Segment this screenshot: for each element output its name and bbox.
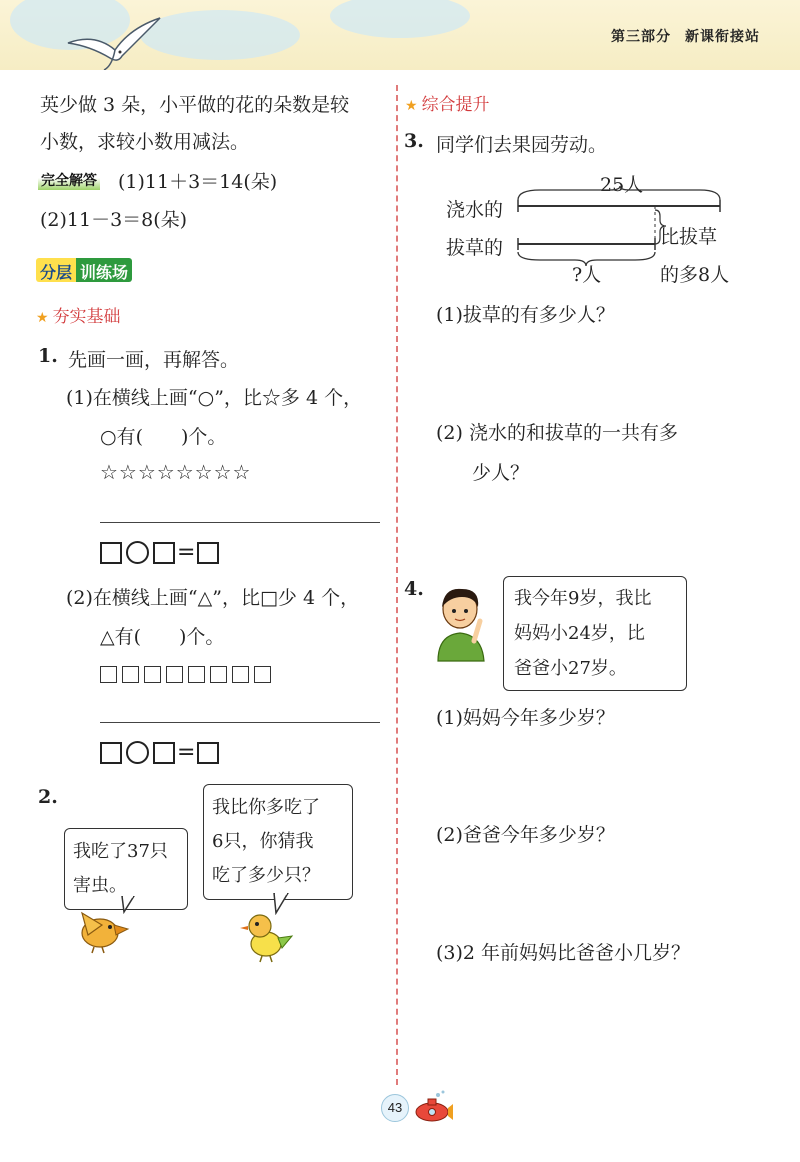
intro-line-2: 小数，求较小数用减法。 — [40, 131, 250, 153]
square-item — [254, 666, 271, 683]
blank-box — [197, 742, 219, 764]
page-number: 43 — [381, 1094, 409, 1122]
tier-banner — [36, 258, 132, 282]
square-item — [144, 666, 161, 683]
q1-part2-line1: (2)在横线上画“△”，比□少 4 个， — [66, 587, 360, 609]
q3-part2-line2: 少人？ — [472, 462, 530, 484]
operator-circle — [126, 541, 149, 564]
bubble-left-line-1: 我吃了37只 — [73, 841, 168, 862]
blank-box — [100, 742, 122, 764]
q1-part1-line2: ○有( )个。 — [100, 426, 227, 448]
equals-sign: = — [177, 740, 196, 765]
square-item — [122, 666, 139, 683]
cloud-decoration — [330, 0, 470, 38]
blank-box — [197, 542, 219, 564]
q1-part1-line1: (1)在横线上画“○”，比☆多 4 个， — [66, 387, 363, 409]
seagull-icon — [60, 8, 170, 70]
square-row — [100, 662, 276, 684]
blank-box — [153, 542, 175, 564]
operator-circle — [126, 741, 149, 764]
speech-bubble-right — [203, 784, 353, 900]
question-2-number: 2. — [38, 786, 58, 808]
bubble-right-line-3: 吃了多少只？ — [212, 865, 320, 886]
bubble-left-line-2: 害虫。 — [73, 875, 127, 896]
answer-badge: 完全解答 — [38, 170, 100, 190]
answer-1: (1)11＋3＝14(朵) — [118, 171, 278, 193]
q4-part2: (2)爸爸今年多少岁？ — [436, 824, 615, 846]
boy-icon — [430, 585, 492, 663]
q4-part1: (1)妈妈今年多少岁？ — [436, 707, 615, 729]
square-item — [166, 666, 183, 683]
question-4-number: 4. — [404, 578, 424, 600]
tier-label-b: 训练场 — [76, 258, 132, 282]
answer-2: (2)11－3＝8(朵) — [40, 209, 188, 231]
square-item — [100, 666, 117, 683]
q3-part1: (1)拔草的有多少人？ — [436, 304, 615, 326]
basics-heading — [36, 302, 121, 327]
section-title: 新课衔接站 — [685, 29, 760, 45]
q3-part2-line1: (2) 浇水的和拔草的一共有多 — [436, 422, 678, 444]
q4-part3: (3)2 年前妈妈比爸爸小几岁？ — [436, 942, 691, 964]
blank-box — [153, 742, 175, 764]
part-label: 第三部分 — [611, 29, 671, 45]
diagram-row1-label: 浇水的 — [446, 199, 504, 221]
boy-bubble-line-2: 妈妈小24岁，比 — [514, 623, 645, 644]
question-3-number: 3. — [404, 130, 424, 152]
blank-box — [100, 542, 122, 564]
equals-sign: = — [177, 540, 196, 565]
star-row: ☆☆☆☆☆☆☆☆ — [100, 460, 252, 484]
diagram-row2-label: 拔草的 — [446, 237, 504, 259]
chick-icon — [238, 908, 294, 964]
comprehensive-heading-text: 综合提升 — [421, 95, 490, 115]
submarine-icon — [408, 1090, 454, 1124]
question-1-number: 1. — [38, 345, 58, 367]
intro-line-1: 英少做 3 朵，小平做的花的朵数是较 — [40, 94, 350, 116]
boy-bubble-line-1: 我今年9岁，我比 — [514, 588, 652, 609]
diagram-note-1: 比拔草 — [660, 226, 718, 248]
bubble-right-line-1: 我比你多吃了 — [212, 797, 320, 818]
page-header — [0, 0, 800, 70]
tier-label-a: 分层 — [36, 258, 76, 282]
boy-bubble-line-3: 爸爸小27岁。 — [514, 658, 627, 679]
diagram-note-2: 的多8人 — [660, 264, 730, 286]
square-item — [188, 666, 205, 683]
square-item — [210, 666, 227, 683]
speech-bubble-boy — [503, 576, 687, 691]
equation-template-2 — [100, 740, 219, 765]
question-1-text: 先画一画，再解答。 — [68, 349, 240, 371]
square-item — [232, 666, 249, 683]
diagram-unknown-label: ?人 — [572, 264, 602, 286]
section-label — [611, 26, 760, 46]
column-divider — [396, 85, 398, 1085]
diagram-total-label: 25人 — [600, 174, 644, 196]
star-icon: ★ — [405, 98, 418, 114]
drawing-line-1 — [100, 522, 380, 523]
drawing-line-2 — [100, 722, 380, 723]
bird-icon — [74, 905, 130, 955]
comprehensive-heading — [405, 90, 490, 115]
bubble-right-line-2: 6只，你猜我 — [212, 831, 314, 852]
question-3-text: 同学们去果园劳动。 — [436, 134, 608, 156]
star-icon: ★ — [36, 310, 49, 326]
q1-part2-line2: △有( )个。 — [100, 626, 225, 648]
basics-heading-text: 夯实基础 — [52, 307, 121, 327]
equation-template-1 — [100, 540, 219, 565]
